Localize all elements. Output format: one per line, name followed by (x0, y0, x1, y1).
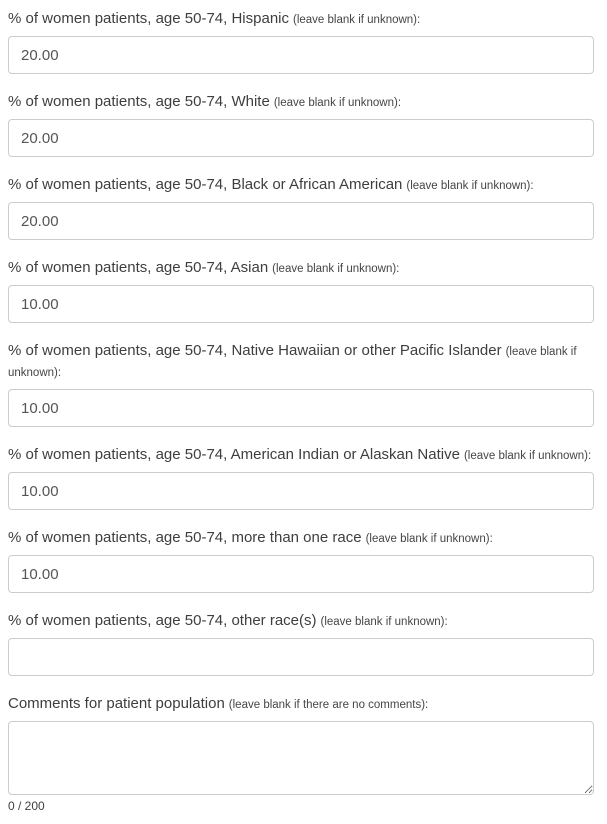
field-label-hint: (leave blank if unknown): (406, 180, 534, 192)
comments-textarea[interactable] (8, 721, 594, 795)
field-label (8, 445, 594, 466)
field-label-text: % of women patients, age 50-74, Black or African American (8, 176, 403, 193)
field-more-than-one-race-percent (8, 528, 594, 593)
field-black-percent (8, 175, 594, 240)
field-label-text: % of women patients, age 50-74, White (8, 93, 270, 110)
white-percent-input[interactable] (8, 119, 594, 157)
more-than-one-race-percent-input[interactable] (8, 555, 594, 593)
field-label-hint: (leave blank if unknown): (293, 14, 421, 26)
hispanic-percent-input[interactable] (8, 36, 594, 74)
other-races-percent-input[interactable] (8, 638, 594, 676)
field-label-hint: (leave blank if unknown): (272, 263, 400, 275)
field-label (8, 528, 594, 549)
field-label (8, 341, 594, 383)
field-label-text: Comments for patient population (8, 695, 225, 712)
field-label-hint: (leave blank if unknown): (320, 616, 448, 628)
field-american-indian-percent (8, 445, 594, 510)
field-label-text: % of women patients, age 50-74, American Indian or Alaskan Native (8, 446, 460, 463)
field-label-text: % of women patients, age 50-74, Native Hawaiian or other Pacific Islander (8, 342, 502, 359)
field-label (8, 9, 594, 30)
field-other-races-percent (8, 611, 594, 676)
field-label-hint: (leave blank if unknown): (8, 346, 577, 379)
field-label-hint: (leave blank if unknown): (365, 533, 493, 545)
field-label-text: % of women patients, age 50-74, other race(s) (8, 612, 317, 629)
field-pacific-islander-percent (8, 341, 594, 427)
char-counter: 0 / 200 (8, 799, 45, 813)
field-label (8, 694, 594, 715)
field-label-text: % of women patients, age 50-74, Asian (8, 259, 269, 276)
field-label (8, 611, 594, 632)
field-white-percent (8, 92, 594, 157)
field-label (8, 92, 594, 113)
field-label-hint: (leave blank if unknown): (273, 97, 402, 109)
field-asian-percent (8, 258, 594, 323)
field-label-hint: (leave blank if there are no comments): (228, 699, 429, 711)
field-comments (8, 694, 594, 814)
field-hispanic-percent (8, 9, 594, 74)
american-indian-percent-input[interactable] (8, 472, 594, 510)
pacific-islander-percent-input[interactable] (8, 389, 594, 427)
field-label (8, 258, 594, 279)
field-label (8, 175, 594, 196)
asian-percent-input[interactable] (8, 285, 594, 323)
field-label-text: % of women patients, age 50-74, Hispanic (8, 10, 289, 27)
field-label-text: % of women patients, age 50-74, more than one race (8, 529, 362, 546)
black-percent-input[interactable] (8, 202, 594, 240)
field-label-hint: (leave blank if unknown): (463, 450, 592, 462)
